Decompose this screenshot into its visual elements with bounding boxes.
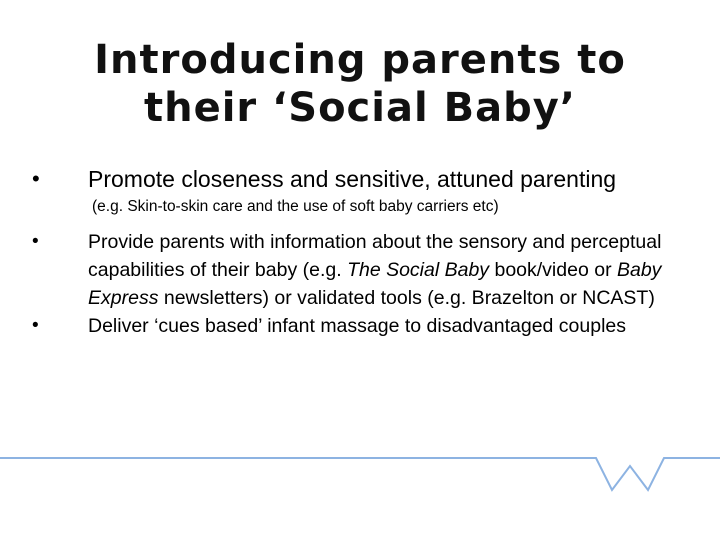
bullet-item-massage (28, 312, 704, 340)
bullet-subtext: (e.g. Skin-to-skin care and the use of soft baby carriers etc) (92, 198, 499, 215)
bullet-text: Deliver ‘cues based’ infant massage to disadvantaged couples (88, 315, 627, 337)
bullet-list (28, 162, 704, 340)
title-line-1: Introducing parents to (94, 37, 626, 83)
footer-line (0, 458, 720, 490)
italic-title-social-baby: The Social Baby (347, 259, 490, 281)
bullet-text-part-b: book/video or (489, 259, 617, 281)
title-line-2: their ‘Social Baby’ (143, 85, 576, 131)
bullet-item-closeness (28, 162, 704, 196)
bullet-marker: • (32, 231, 39, 252)
footer-decoration (0, 448, 720, 508)
bullet-marker: • (32, 315, 39, 336)
bullet-text: Promote closeness and sensitive, attuned parenting (88, 166, 617, 192)
bullet-marker: • (32, 166, 40, 191)
bullet-text-part-a: Provide parents with information about the sensory and perceptual capabilities of their baby (e.g. (88, 231, 662, 281)
bullet-text-part-c: newsletters) or validated tools (e.g. Brazelton or NCAST) (158, 287, 655, 309)
italic-title-baby-express: Baby Express (88, 259, 662, 309)
slide-title (60, 36, 660, 132)
bullet-item-information (28, 228, 704, 312)
